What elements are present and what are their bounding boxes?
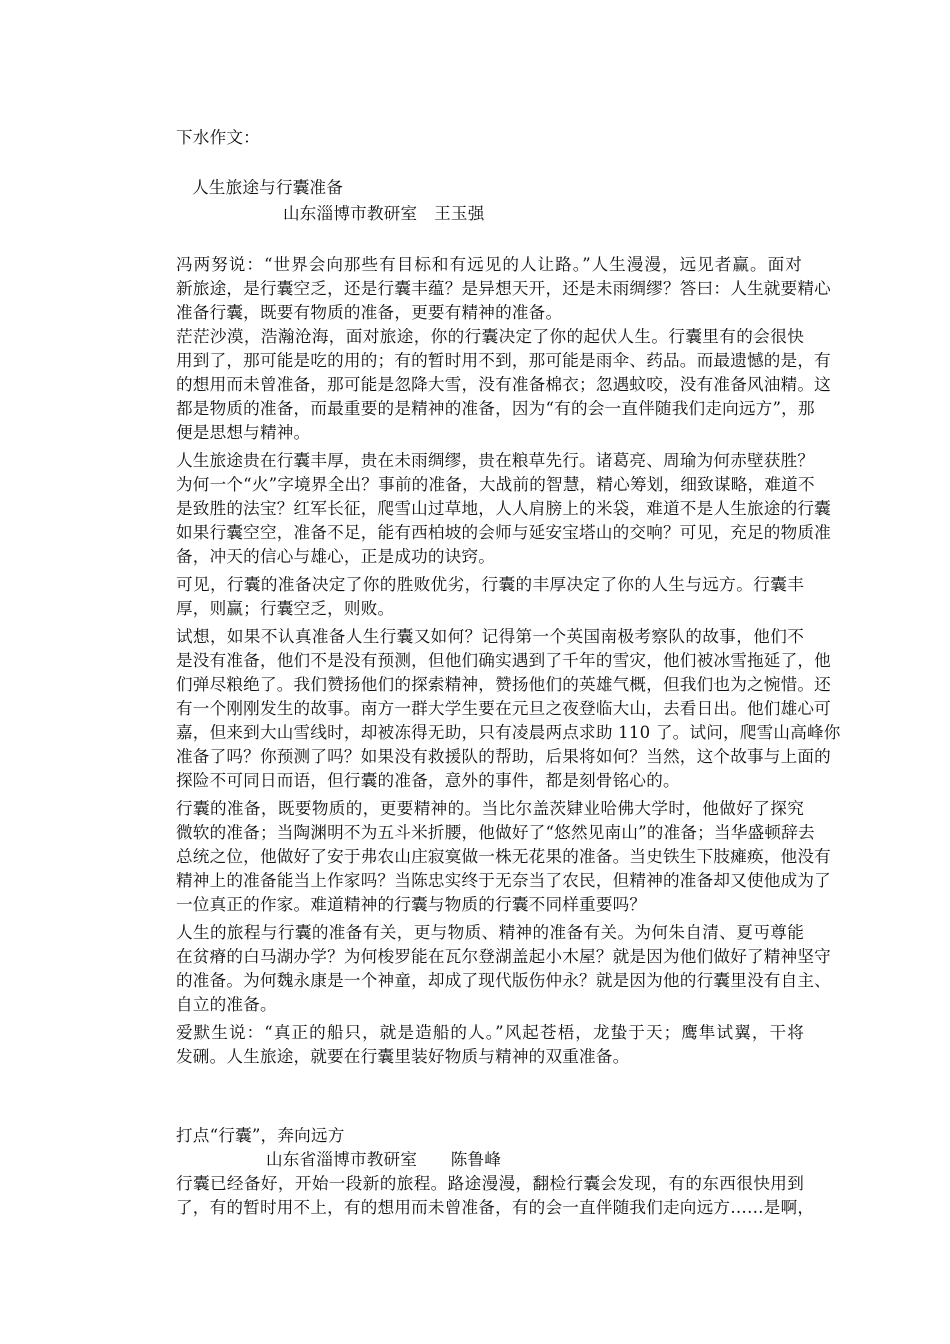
essay1-line: 精神上的准备能当上作家吗？当陈忠实终于无奈当了农民，但精神的准备却又使他成为了 [176, 871, 831, 890]
essay1-line: 备，冲天的信心与雄心，正是成功的诀窍。 [176, 547, 496, 566]
essay1-line: 的准备。为何魏永康是一个神童，却成了现代版伤仲永？就是因为他的行囊里没有自主、 [176, 971, 831, 990]
essay1-line: 有一个刚刚发生的故事。南方一群大学生要在元旦之夜登临大山，去看日出。他们雄心可 [176, 699, 831, 718]
essay1-author: 山东淄博市教研室 王玉强 [283, 204, 485, 223]
essay1-line: 行囊的准备，既要物质的，更要精神的。当比尔盖茨肄业哈佛大学时，他做好了探究 [176, 799, 804, 818]
essay1-line: 总统之位，他做好了安于弗农山庄寂寞做一株无花果的准备。当史铁生下肢瘫痪，他没有 [176, 847, 831, 866]
essay1-line: 试想，如果不认真准备人生行囊又如何？记得第一个英国南极考察队的故事，他们不 [176, 627, 804, 646]
essay2-author: 山东省淄博市教研室 陈鲁峰 [266, 1150, 502, 1169]
essay1-line: 厚，则赢；行囊空乏，则败。 [176, 599, 395, 618]
essay1-line: 都是物质的准备，而最重要的是精神的准备，因为“有的会一直伴随我们走向远方”，那 [176, 399, 815, 418]
essay1-line: 用到了，那可能是吃的用的；有的暂时用不到，那可能是雨伞、药品。而最遗憾的是，有 [176, 351, 831, 370]
essay1-line: 在贫瘠的白马湖办学？为何梭罗能在瓦尔登湖盖起小木屋？就是因为他们做好了精神坚守 [176, 947, 831, 966]
essay1-line: 便是思想与精神。 [176, 423, 311, 442]
essay1-line: 如果行囊空空，准备不足，能有西柏坡的会师与延安宝塔山的交响？可见，充足的物质准 [176, 523, 831, 542]
essay1-title: 人生旅途与行囊准备 [192, 178, 344, 197]
page-heading: 下水作文： [176, 128, 260, 147]
essay2-line: 行囊已经备好，开始一段新的旅程。路途漫漫，翻检行囊会发现，有的东西很快用到 [176, 1174, 804, 1193]
essay1-line: 人生的旅程与行囊的准备有关，更与物质、精神的准备有关。为何朱自清、夏丏尊能 [176, 923, 804, 942]
essay1-line: 微软的准备；当陶渊明不为五斗米折腰，他做好了“悠然见南山”的准备；当华盛顿辞去 [176, 823, 815, 842]
essay1-line: 可见，行囊的准备决定了你的胜败优劣，行囊的丰厚决定了你的人生与远方。行囊丰 [176, 575, 804, 594]
essay1-line: 嘉，但来到大山雪线时，却被冻得无助，只有凌晨两点求助 110 了。试问，爬雪山高峰你 [176, 723, 841, 742]
essay1-line: 一位真正的作家。难道精神的行囊与物质的行囊不同样重要吗？ [176, 895, 647, 914]
essay1-line: 为何一个“火”字境界全出？事前的准备，大战前的智慧，精心筹划，细致谋略，难道不 [176, 475, 815, 494]
essay1-line: 发硎。人生旅途，就要在行囊里装好物质与精神的双重准备。 [176, 1047, 630, 1066]
essay1-line: 准备行囊，既要有物质的准备，更要有精神的准备。 [176, 303, 563, 322]
essay1-line: 人生旅途贵在行囊丰厚，贵在未雨绸缪，贵在粮草先行。诸葛亮、周瑜为何赤壁获胜？ [176, 451, 815, 470]
essay2-title: 打点“行囊”，奔向远方 [176, 1126, 345, 1145]
essay1-line: 自立的准备。 [176, 995, 277, 1014]
essay1-line: 的想用而未曾准备，那可能是忽降大雪，没有准备棉衣；忽遇蚊咬，没有准备风油精。这 [176, 375, 831, 394]
essay1-line: 是致胜的法宝？红军长征，爬雪山过草地，人人肩膀上的米袋，难道不是人生旅途的行囊 [176, 499, 831, 518]
essay1-line: 爱默生说：“真正的船只，就是造船的人。”风起苍梧，龙蛰于天；鹰隼试翼，干将 [176, 1023, 804, 1042]
essay1-line: 准备了吗？你预测了吗？如果没有救援队的帮助，后果将如何？当然，这个故事与上面的 [176, 747, 831, 766]
essay1-line: 是没有准备，他们不是没有预测，但他们确实遇到了千年的雪灾，他们被冰雪拖延了，他 [176, 651, 831, 670]
essay2-line: 了，有的暂时用不上，有的想用而未曾准备，有的会一直伴随我们走向远方……是啊， [176, 1198, 815, 1217]
essay1-line: 们弹尽粮绝了。我们赞扬他们的探索精神，赞扬他们的英雄气概，但我们也为之惋惜。还 [176, 675, 831, 694]
essay1-line: 探险不可同日而语，但行囊的准备，意外的事件，都是刻骨铭心的。 [176, 771, 680, 790]
essay1-line: 茫茫沙漠，浩瀚沧海，面对旅途，你的行囊决定了你的起伏人生。行囊里有的会很快 [176, 327, 804, 346]
essay1-line: 新旅途，是行囊空乏，还是行囊丰蕴？是异想天开，还是未雨绸缪？答曰：人生就要精心 [176, 279, 831, 298]
essay1-line: 冯两努说：“世界会向那些有目标和有远见的人让路。”人生漫漫，远见者赢。面对 [176, 255, 802, 274]
